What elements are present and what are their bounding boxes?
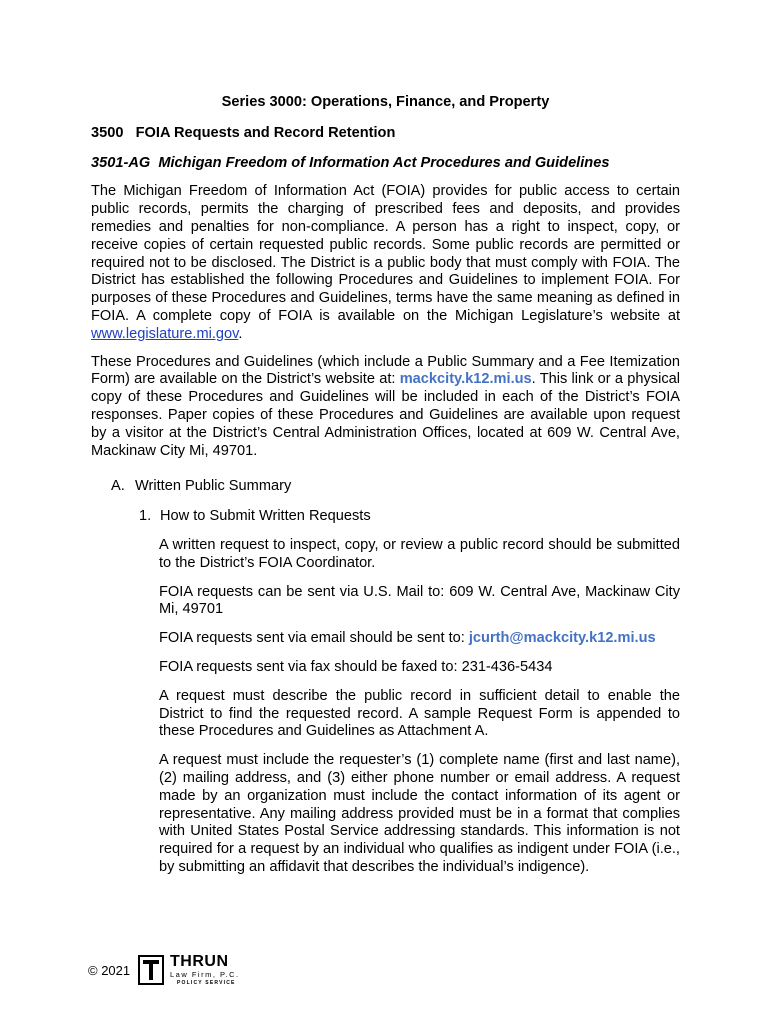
requirements-paragraph: A request must include the requester’s (1) complete name (first and last name), (2) mailing address, and (3) either phone number or email address. A request made by an organization must include the contact information of its agent or representative. Any mailing address provided must be in a format that complies with United States Postal Service addressing standards. This information is not required for a request by an individual who qualifies as indigent under FOIA (i.e., by submitting an affidavit that describes the individual’s indigence). — [159, 752, 680, 875]
list-item-a — [111, 478, 680, 496]
logo-service: POLICY SERVICE — [177, 980, 236, 986]
legislature-link[interactable]: www.legislature.mi.gov — [91, 325, 239, 342]
list-item-1 — [139, 508, 680, 526]
mail-paragraph: FOIA requests can be sent via U.S. Mail to: 609 W. Central Ave, Mackinaw City Mi, 49701 — [159, 583, 680, 618]
fax-paragraph: FOIA requests sent via fax should be faxed to: 231-436-5434 — [159, 658, 553, 675]
series-heading: Series 3000: Operations, Finance, and Property — [221, 94, 550, 110]
logo-name: THRUN — [170, 953, 229, 970]
email-paragraph: FOIA requests sent via email should be sent to: jcurth@mackcity.k12.mi.us — [159, 630, 656, 647]
list-item-1-body — [159, 537, 680, 877]
list-label-a: Written Public Summary — [135, 478, 292, 495]
footer — [88, 955, 388, 995]
list-marker-a: A. — [111, 478, 125, 495]
describe-paragraph: A request must describe the public record in sufficient detail to enable the District to find the requested record. A sample Request Form is appended to these Procedures and Guidelines as Attachment A. — [159, 687, 680, 740]
list-label-1: How to Submit Written Requests — [160, 508, 371, 525]
subsection-heading: 3501-AG Michigan Freedom of Information Act Procedures and Guidelines — [91, 154, 610, 171]
list-marker-1: 1. — [139, 508, 152, 525]
logo-subtitle: Law Firm, P.C. — [170, 970, 240, 979]
foia-email-link[interactable]: jcurth@mackcity.k12.mi.us — [468, 630, 656, 647]
intro-paragraph-1: The Michigan Freedom of Information Act (FOIA) provides for public access to certain public records, permits the charging of prescribed fees and deposits, and provides remedies and penalties for non-compliance. A person has a right to inspect, copy, or receive copies of certain requested public records. Some public records are permitted or required not to be disclosed. The District is a public body that must comply with FOIA. The District has established the following Procedures and Guidelines to implement FOIA. For purposes of these Procedures and Guidelines, terms have the same meaning as defined in FOIA. A complete copy of FOIA is available on the Michigan Legislature’s website at www.legislature.mi.gov. — [91, 183, 680, 342]
document-page — [91, 94, 680, 877]
section-heading: 3500 FOIA Requests and Record Retention — [91, 124, 396, 141]
district-website-link[interactable]: mackcity.k12.mi.us — [399, 371, 532, 388]
request-paragraph: A written request to inspect, copy, or review a public record should be submitted to the District’s FOIA Coordinator. — [159, 536, 680, 571]
thrun-logo-icon — [138, 955, 164, 985]
intro-paragraph-2: These Procedures and Guidelines (which include a Public Summary and a Fee Itemization Form) are available on the District’s website at: mackcity.k12.mi.us. This link or a physical copy of these Procedures and Guidelines will be included in each of the District’s FOIA responses. Paper copies of these Procedures and Guidelines are available upon request by a visitor at the District’s Central Administration Offices, located at 609 W. Central Ave, Mackinaw City Mi, 49701. — [91, 353, 680, 459]
copyright: © 2021 — [88, 963, 131, 978]
